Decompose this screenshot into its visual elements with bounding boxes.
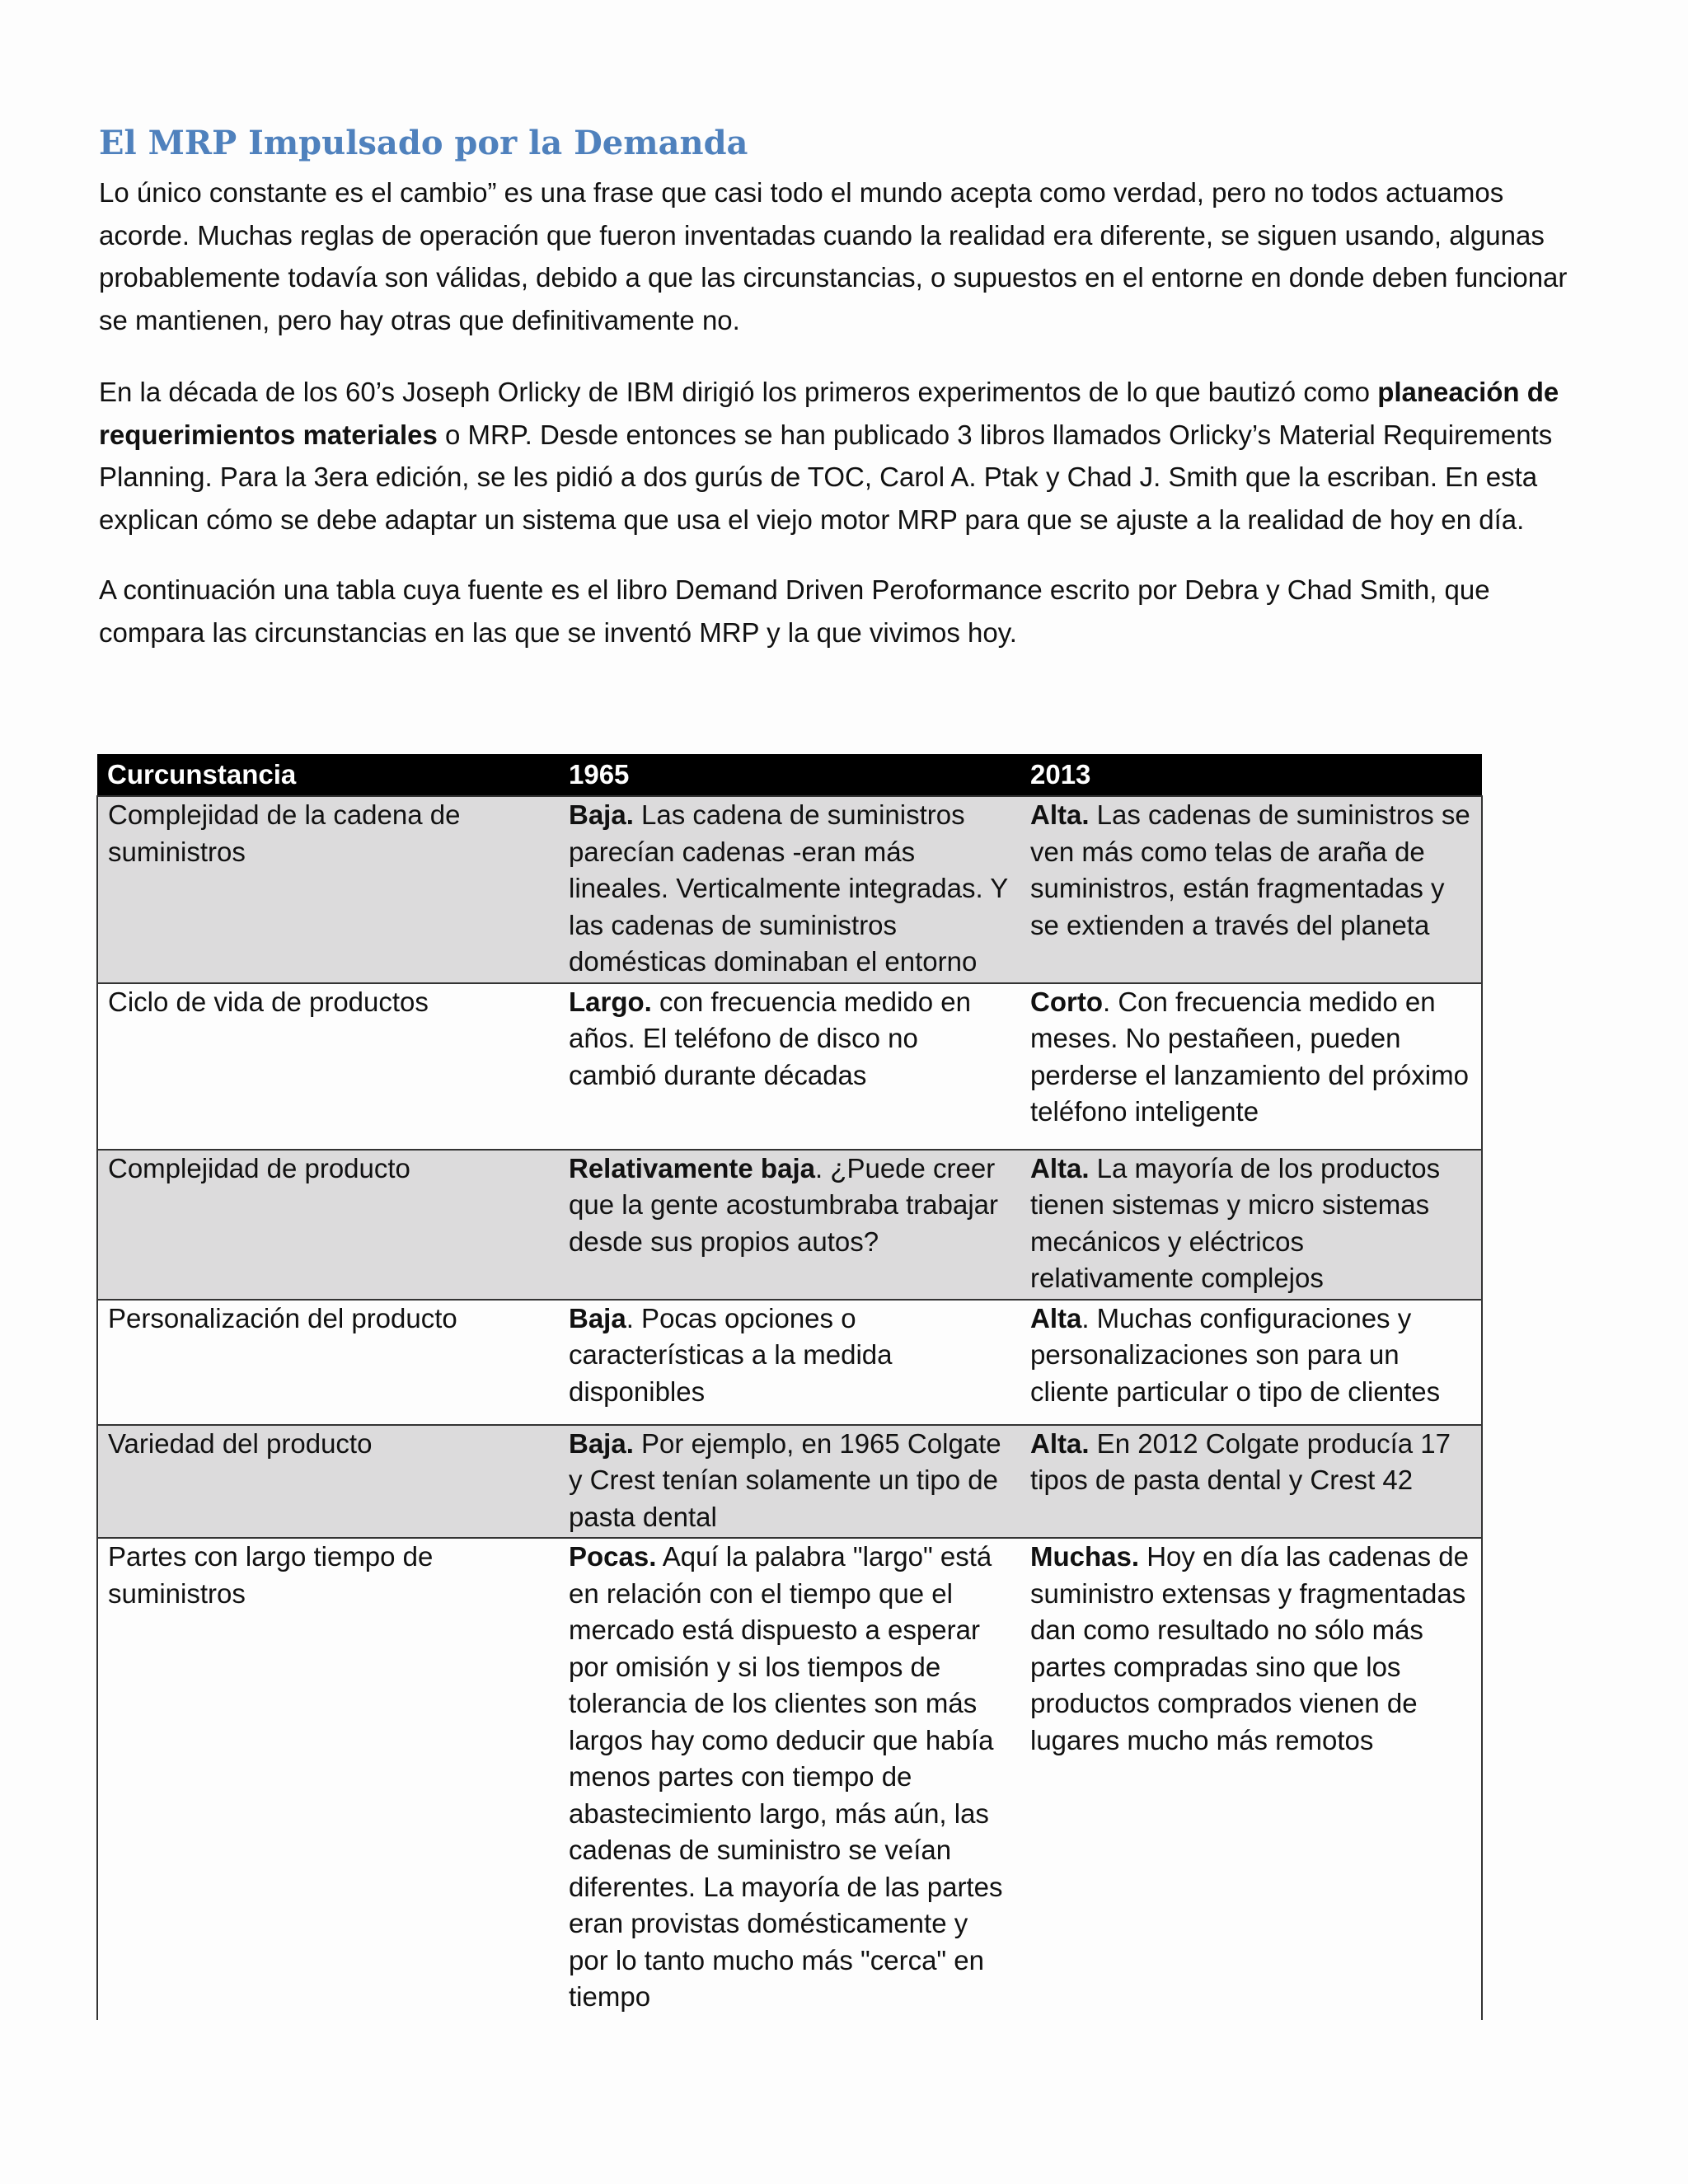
- cell-1965-text: . ¿Puede creer que la gente acostumbraba trabajar desde sus propios autos?: [569, 1152, 999, 1257]
- cell-2013-text: . Muchas configuraciones y personalizaciones son para un cliente particular o tipo de clientes: [1030, 1302, 1441, 1407]
- cell-1965-text: Aquí la palabra "largo" está en relación con el tiempo que el mercado está dispuesto a esperar por omisión y si los tiempos de tolerancia de los clientes son más largos hay como deducir que había menos partes con tiempo de abastecimiento largo, más aún, las cadenas de suministro se veían diferentes. La mayoría de las partes eran provistas domésticamente y por lo tanto mucho más "cerca" en tiempo: [569, 1541, 1003, 2012]
- cell-1965: [559, 1300, 1020, 1425]
- history-paragraph: [99, 371, 1582, 541]
- cell-1965: [559, 1425, 1020, 1539]
- table-row: [97, 983, 1482, 1150]
- table-row: [97, 1150, 1482, 1300]
- page-title: El MRP Impulsado por la Demanda: [99, 124, 748, 162]
- cell-2013-text: En 2012 Colgate producía 17 tipos de pasta dental y Crest 42: [1030, 1427, 1451, 1495]
- table-row: [97, 1538, 1482, 2020]
- cell-1965-bold: Pocas.: [569, 1541, 657, 1572]
- cell-1965-text: . Pocas opciones o características a la medida disponibles: [569, 1302, 893, 1407]
- cell-1965-text: Las cadena de suministros parecían cadenas -eran más lineales. Verticalmente integradas. Y las cadenas de suministros domésticas dominaban el entorno: [569, 799, 1008, 977]
- table-intro-paragraph: A continuación una tabla cuya fuente es el libro Demand Driven Peroformance escrito por Debra y Chad Smith, que compara las circunstancias en las que se inventó MRP y la que vivimos hoy.: [99, 574, 1490, 648]
- comparison-table: [96, 754, 1483, 2020]
- cell-2013: [1020, 983, 1482, 1150]
- cell-1965-bold: Relativamente baja: [569, 1152, 815, 1183]
- cell-2013-bold: Alta.: [1030, 799, 1090, 830]
- table-row: [97, 1425, 1482, 1539]
- table-row: [97, 1300, 1482, 1425]
- cell-1965-bold: Baja: [569, 1302, 626, 1333]
- cell-2013-bold: Muchas.: [1030, 1541, 1140, 1572]
- cell-2013-bold: Corto: [1030, 986, 1103, 1017]
- cell-2013: [1020, 1300, 1482, 1425]
- cell-2013: [1020, 796, 1482, 983]
- cell-2013: [1020, 1425, 1482, 1539]
- cell-1965: [559, 796, 1020, 983]
- cell-2013-text: Las cadenas de suministros se ven más como telas de araña de suministros, están fragmentadas y se extienden a través del planeta: [1030, 799, 1470, 940]
- cell-2013-text: . Con frecuencia medido en meses. No pestañeen, pueden perderse el lanzamiento del próximo teléfono inteligente: [1030, 986, 1469, 1127]
- cell-2013-bold: Alta.: [1030, 1427, 1090, 1459]
- header-2013: 2013: [1020, 754, 1482, 796]
- history-text-bold: planeación de requerimientos materiales: [99, 377, 1559, 450]
- row-label: Complejidad de producto: [97, 1150, 559, 1300]
- row-label: Personalización del producto: [97, 1300, 559, 1425]
- cell-2013-text: La mayoría de los productos tienen sistemas y micro sistemas mecánicos y eléctricos relativamente complejos: [1030, 1152, 1441, 1293]
- cell-2013-bold: Alta: [1030, 1302, 1082, 1333]
- row-label: Ciclo de vida de productos: [97, 983, 559, 1150]
- cell-1965-text: con frecuencia medido en años. El teléfono de disco no cambió durante décadas: [569, 986, 971, 1090]
- cell-2013: [1020, 1538, 1482, 2020]
- cell-2013-text: Hoy en día las cadenas de suministro extensas y fragmentadas dan como resultado no sólo más partes compradas sino que los productos comprados vienen de lugares mucho más remotos: [1030, 1541, 1469, 1755]
- cell-2013: [1020, 1150, 1482, 1300]
- cell-1965: [559, 1150, 1020, 1300]
- cell-1965-bold: Largo.: [569, 986, 652, 1017]
- table-header-row: [97, 754, 1482, 796]
- row-label: Partes con largo tiempo de suministros: [97, 1538, 559, 2020]
- header-circumstance: Curcunstancia: [97, 754, 559, 796]
- table-row: [97, 796, 1482, 983]
- history-text-start: En la década de los 60’s Joseph Orlicky de IBM dirigió los primeros experimentos de lo que bautizó como: [99, 377, 1378, 407]
- cell-1965: [559, 983, 1020, 1150]
- cell-1965-text: Por ejemplo, en 1965 Colgate y Crest tenían solamente un tipo de pasta dental: [569, 1427, 1001, 1532]
- history-text-end: o MRP. Desde entonces se han publicado 3 libros llamados Orlicky’s Material Requirements Planning. Para la 3era edición, se les pidió a dos gurús de TOC, Carol A. Ptak y Chad J. Smith que la escriban. En esta explican cómo se debe adaptar un sistema que usa el viejo motor MRP para que se ajuste a la realidad de hoy en día.: [99, 419, 1553, 535]
- cell-1965-bold: Baja.: [569, 1427, 634, 1459]
- row-label: Complejidad de la cadena de suministros: [97, 796, 559, 983]
- intro-paragraph: Lo único constante es el cambio” es una frase que casi todo el mundo acepta como verdad, pero no todos actuamos acorde. Muchas reglas de operación que fueron inventadas cuando la realidad era diferente, se siguen usando, algunas probablemente todavía son válidas, debido a que las circunstancias, o supuestos en el entorne en donde deben funcionar se mantienen, pero hay otras que definitivamente no.: [99, 177, 1568, 335]
- header-1965: 1965: [559, 754, 1020, 796]
- cell-1965: [559, 1538, 1020, 2020]
- cell-1965-bold: Baja.: [569, 799, 634, 830]
- cell-2013-bold: Alta.: [1030, 1152, 1090, 1183]
- row-label: Variedad del producto: [97, 1425, 559, 1539]
